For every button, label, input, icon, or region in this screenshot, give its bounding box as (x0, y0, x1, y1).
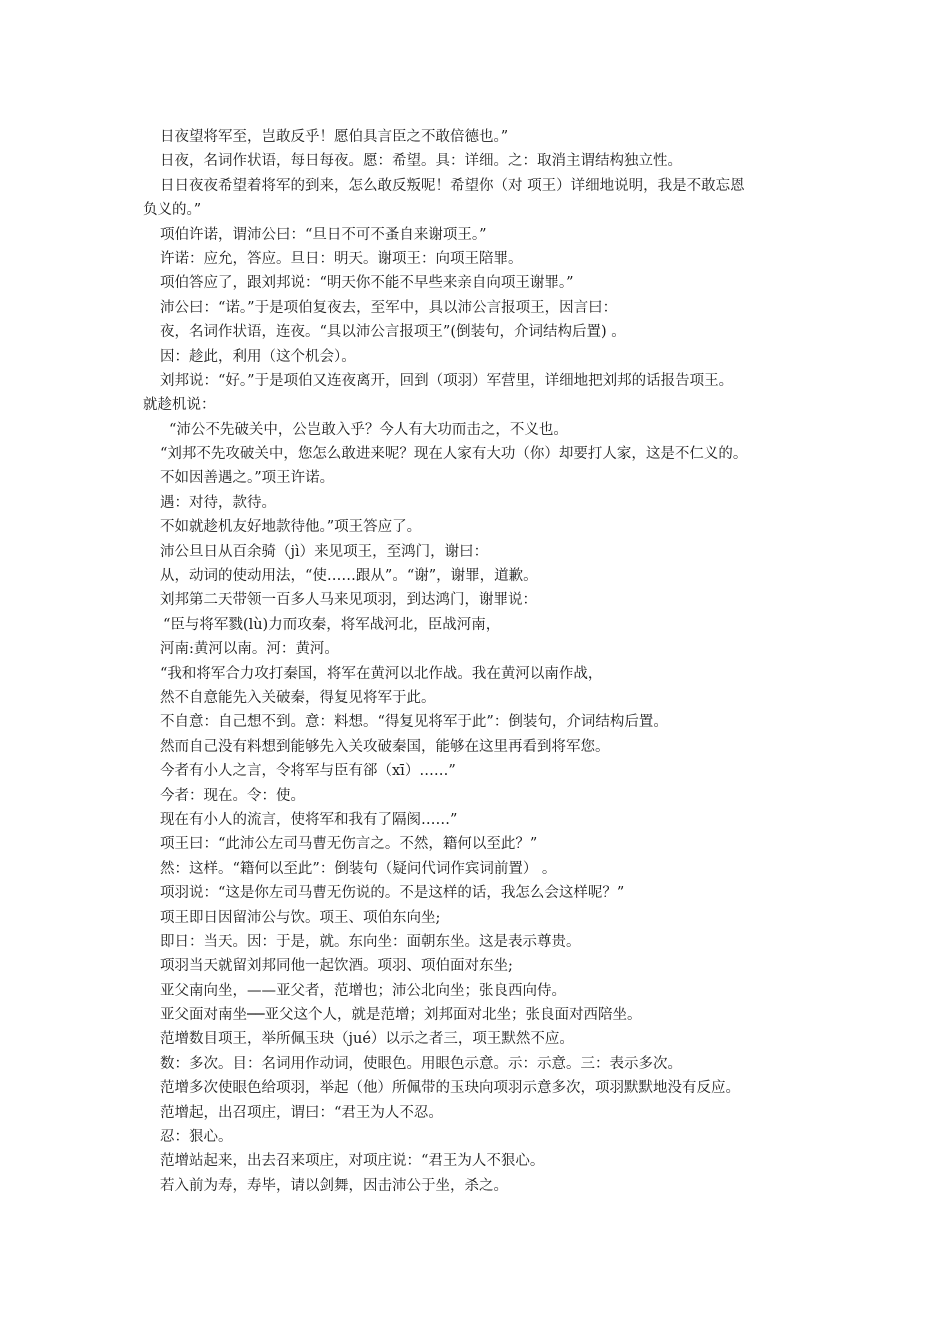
text-line: 因：趁此，利用（这个机会）。 (160, 348, 356, 365)
text-line: 亚父面对南坐──亚父这个人，就是范增；刘邦面对北坐；张良面对西陪坐。 (160, 1007, 642, 1024)
text-line: 夜，名词作状语，连夜。“具以沛公言报项王”(倒装句，介词结构后置) 。 (160, 324, 626, 341)
text-line: 然而自己没有料想到能够先入关攻破秦国，能够在这里再看到将军您。 (160, 738, 610, 755)
text-line: “刘邦不先攻破关中，您怎么敢进来呢？现在人家有大功（你）却要打人家，这是不仁义的。 (160, 446, 748, 463)
text-line: 不如就趁机友好地款待他。”项王答应了。 (160, 519, 422, 536)
text-line: 遇：对待，款待。 (160, 494, 276, 511)
text-line: 然不自意能先入关破秦，得复见将军于此。 (160, 689, 436, 706)
text-line: 然：这样。“籍何以至此”：倒装句（疑问代词作宾词前置） 。 (160, 860, 557, 877)
text-line: 负义的。” (143, 202, 202, 219)
text-line: 不自意：自己想不到。意：料想。“得复见将军于此”：倒装句，介词结构后置。 (160, 714, 668, 731)
text-line: 现在有小人的流言，使将军和我有了隔阂……” (160, 811, 458, 828)
text-line: “臣与将军戮(lù)力而攻秦，将军战河北，臣战河南， (163, 616, 501, 633)
document-body (143, 125, 813, 1198)
text-line: 范增数目项王，举所佩玉玦（jué）以示之者三，项王默然不应。 (160, 1031, 574, 1048)
text-line: 刘邦说：“好。”于是项伯又连夜离开，回到（项羽）军营里，详细地把刘邦的话报告项王。 (160, 372, 734, 389)
text-line: 刘邦第二天带领一百多人马来见项羽，到达鸿门，谢罪说： (160, 592, 537, 609)
text-line: 日日夜夜希望着将军的到来，怎么敢反叛呢！希望你（对 项王）详细地说明，我是不敢忘恩 (160, 177, 745, 194)
text-line: 日夜，名词作状语，每日每夜。愿：希望。具：详细。之：取消主谓结构独立性。 (160, 153, 682, 170)
text-line: 范增站起来，出去召来项庄，对项庄说：“君王为人不狠心。 (160, 1153, 545, 1170)
text-line: 项王曰：“此沛公左司马曹无伤言之。不然，籍何以至此？” (160, 836, 538, 853)
text-line: 范增起，出召项庄，谓曰：“君王为人不忍。 (160, 1104, 443, 1121)
text-line: 就趁机说： (143, 397, 216, 414)
text-line: 即日：当天。因：于是，就。东向坐：面朝东坐。这是表示尊贵。 (160, 933, 581, 950)
text-line: 项王即日因留沛公与饮。项王、项伯东向坐; (160, 909, 441, 926)
text-line: 今者：现在。令：使。 (160, 787, 305, 804)
text-line: 项羽说：“这是你左司马曹无伤说的。不是这样的话，我怎么会这样呢？” (160, 885, 625, 902)
text-line: 项伯许诺，谓沛公曰：“旦日不可不蚤自来谢项王。” (160, 226, 487, 243)
text-line: 若入前为寿，寿毕，请以剑舞，因击沛公于坐，杀之。 (160, 1177, 508, 1194)
text-line: 忍：狠心。 (160, 1129, 233, 1146)
text-line: 沛公旦日从百余骑（jì）来见项王，至鸿门，谢曰： (160, 543, 489, 560)
text-line: 项伯答应了，跟刘邦说：“明天你不能不早些来亲自向项王谢罪。” (160, 275, 574, 292)
text-line: “沛公不先破关中，公岂敢入乎？今人有大功而击之，不义也。 (169, 421, 568, 438)
text-line: 日夜望将军至，岂敢反乎！愿伯具言臣之不敢倍德也。” (160, 129, 509, 145)
text-line: 数：多次。目：名词用作动词，使眼色。用眼色示意。示：示意。三：表示多次。 (160, 1055, 682, 1072)
text-line: 范增多次使眼色给项羽，举起（他）所佩带的玉玦向项羽示意多次，项羽默默地没有反应。 (160, 1080, 740, 1097)
text-line: 亚父南向坐，——亚父者，范增也；沛公北向坐；张良西向侍。 (160, 982, 566, 999)
text-line: 沛公曰：“诺。”于是项伯复夜去，至军中，具以沛公言报项王，因言曰： (160, 299, 618, 316)
text-line: 项羽当天就留刘邦同他一起饮酒。项羽、项伯面对东坐; (160, 958, 513, 975)
text-line: 河南:黄河以南。河：黄河。 (160, 641, 339, 658)
text-line: 从，动词的使动用法，“使……跟从”。“谢”，谢罪，道歉。 (160, 568, 538, 585)
text-line: “我和将军合力攻打秦国，将军在黄河以北作战。我在黄河以南作战， (160, 665, 603, 682)
text-line: 今者有小人之言，令将军与臣有郤（xī）……” (160, 763, 456, 780)
text-line: 不如因善遇之。”项王许诺。 (160, 470, 335, 487)
text-line: 许诺：应允，答应。旦日：明天。谢项王：向项王陪罪。 (160, 250, 523, 267)
